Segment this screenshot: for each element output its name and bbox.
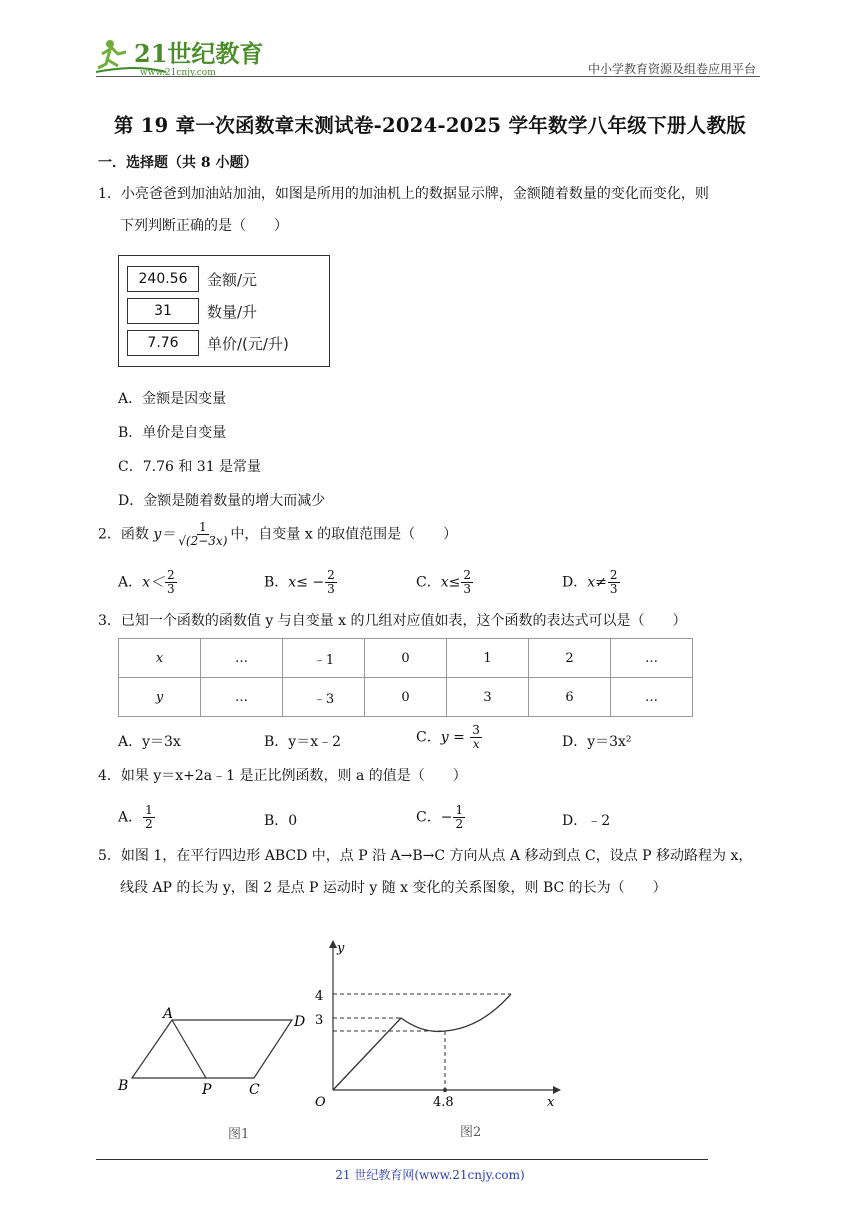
table-cell: … [201, 678, 283, 717]
table-row-x [119, 639, 693, 678]
frac-num: 2 [463, 568, 471, 582]
q2-stem [98, 521, 457, 548]
frac-den: 3 [463, 582, 471, 596]
table-cell: ﹣3 [283, 678, 365, 717]
y-tick-3: 3 [315, 1013, 324, 1028]
q1-line1: 1．小亮爸爸到加油站加油，如图是所用的加油机上的数据显示牌，金额随着数量的变化而变化，则 [98, 186, 709, 202]
page-title: 第 19 章一次函数章末测试卷-2024-2025 学年数学八年级下册人教版 [113, 114, 747, 137]
table-cell: 0 [365, 639, 447, 678]
table-cell: 6 [529, 678, 611, 717]
section-heading: 一．选择题（共 8 小题） [98, 155, 258, 171]
display-price: 7.76 [127, 330, 199, 356]
origin-label: O [315, 1095, 326, 1110]
q3-option-c-rel: y = [440, 729, 470, 746]
q5-line1: 5．如图 1，在平行四边形 ABCD 中，点 P 沿 A→B→C 方向从点 A 移动到点 C，设点 P 移动路程为 x， [98, 848, 753, 864]
vertex-d: D [294, 1014, 306, 1030]
q4-stem: 4．如果 y＝x+2a﹣1 是正比例函数，则 a 的值是（ ） [98, 768, 467, 784]
q2-option-a-label: A． [118, 574, 143, 591]
q1-option-a[interactable]: A．金额是因变量 [118, 391, 227, 407]
q1-line2: 下列判断正确的是（ ） [120, 218, 288, 234]
vertex-c: C [249, 1082, 260, 1098]
value-table [118, 638, 693, 717]
q3-option-b[interactable]: B．y＝x﹣2 [264, 734, 341, 750]
q3-option-d[interactable]: D．y＝3x² [562, 734, 632, 750]
frac-den: 3 [327, 582, 335, 596]
q1-option-b[interactable]: B．单价是自变量 [118, 425, 227, 441]
display-price-label: 单价/(元/升) [207, 335, 289, 353]
table-cell: … [201, 639, 283, 678]
logo-text: 21世纪教育 [134, 39, 264, 68]
q2-option-d-frac [608, 569, 620, 596]
frac-num: 3 [472, 723, 480, 737]
q2-option-d-label: D． [562, 574, 588, 591]
q2-option-b-label: B． [264, 574, 289, 591]
q3-stem: 3．已知一个函数的函数值 y 与自变量 x 的几组对应值如表，这个函数的表达式可以是（ ） [98, 613, 687, 629]
q2-option-a-frac [165, 569, 177, 596]
q4-option-a-label: A． [118, 809, 143, 826]
q2-option-b[interactable] [264, 569, 338, 596]
vertex-a: A [163, 1006, 174, 1022]
q2-option-b-rel: x≤ − [288, 574, 325, 591]
q4-option-c-rel: − [440, 809, 453, 826]
table-cell: … [611, 678, 693, 717]
q1-option-d[interactable]: D．金额是随着数量的增大而减少 [118, 493, 326, 509]
q4-option-a-frac [143, 804, 155, 831]
q2-option-a-rel: x＜ [142, 574, 165, 591]
q3-option-c-label: C． [416, 729, 441, 746]
q5-line2: 线段 AP 的长为 y，图 2 是点 P 运动时 y 随 x 变化的关系图象，则 BC 的长为（ ） [120, 880, 667, 896]
table-cell: ﹣1 [283, 639, 365, 678]
logo-url: www.21cnjy.com [140, 68, 216, 78]
y-tick-4: 4 [315, 989, 324, 1004]
figure-1-caption: 图1 [228, 1127, 250, 1140]
pump-display [118, 255, 330, 367]
q3-option-a[interactable]: A．y＝3x [118, 734, 181, 750]
q2-fraction-den: √(2−3x) [178, 534, 228, 548]
q2-option-c-rel: x≤ [440, 574, 461, 591]
q2-option-d[interactable] [562, 569, 621, 596]
q1-option-c[interactable]: C．7.76 和 31 是常量 [118, 459, 262, 475]
q3-option-c-frac [470, 724, 482, 751]
footer-divider [96, 1159, 708, 1160]
frac-den: 2 [455, 817, 464, 831]
point-p: P [202, 1082, 212, 1098]
platform-name: 中小学教育资源及组卷应用平台 [587, 62, 756, 76]
frac-num: 2 [609, 568, 618, 582]
x-axis-label: x [547, 1095, 555, 1110]
table-cell: 3 [447, 678, 529, 717]
site-logo [96, 34, 266, 78]
header-divider [96, 76, 760, 77]
q2-option-c-frac [461, 569, 473, 596]
q4-option-c[interactable] [416, 804, 466, 831]
q2-option-c-label: C． [416, 574, 441, 591]
frac-num: 2 [167, 568, 175, 582]
q2-suffix: 中，自变量 x 的取值范围是（ ） [230, 526, 458, 543]
frac-den: 3 [167, 582, 175, 596]
frac-den: x [472, 737, 480, 751]
table-cell: 1 [447, 639, 529, 678]
q3-option-c[interactable] [416, 724, 483, 751]
q2-option-a[interactable] [118, 569, 178, 596]
display-amount-label: 金额/元 [207, 271, 258, 289]
q4-option-c-label: C． [416, 809, 441, 826]
table-cell: … [611, 639, 693, 678]
frac-num: 1 [145, 803, 153, 817]
display-quantity: 31 [127, 298, 199, 324]
q2-option-b-frac [325, 569, 337, 596]
footer-link[interactable]: 21 世纪教育网(www.21cnjy.com) [335, 1168, 525, 1182]
frac-num: 1 [455, 803, 464, 817]
q2-fraction-num: 1 [199, 520, 207, 534]
q2-y-eq: y＝ [153, 526, 176, 543]
vertex-b: B [118, 1078, 129, 1094]
q2-fraction [176, 521, 229, 548]
figure-2-caption: 图2 [460, 1125, 482, 1140]
q2-option-d-rel: x≠ [587, 574, 607, 591]
table-cell: 0 [365, 678, 447, 717]
frac-den: 3 [609, 582, 618, 596]
q4-option-c-frac [453, 804, 465, 831]
q2-option-c[interactable] [416, 569, 474, 596]
table-cell: y [119, 678, 201, 717]
q4-option-b[interactable]: B．0 [264, 813, 298, 829]
q2-prefix: 2．函数 [98, 526, 154, 543]
table-cell: x [119, 639, 201, 678]
q4-option-a[interactable] [118, 804, 156, 831]
frac-den: 2 [145, 817, 153, 831]
q4-option-d[interactable]: D．﹣2 [562, 813, 611, 829]
figure-1-parallelogram [110, 1000, 320, 1140]
table-cell: 2 [529, 639, 611, 678]
y-axis-label: y [337, 941, 345, 956]
table-row-y [119, 678, 693, 717]
frac-num: 2 [327, 568, 335, 582]
display-quantity-label: 数量/升 [207, 303, 258, 321]
figure-2-graph [305, 936, 565, 1144]
x-tick-4-8: 4.8 [433, 1095, 454, 1110]
display-amount: 240.56 [127, 266, 199, 292]
